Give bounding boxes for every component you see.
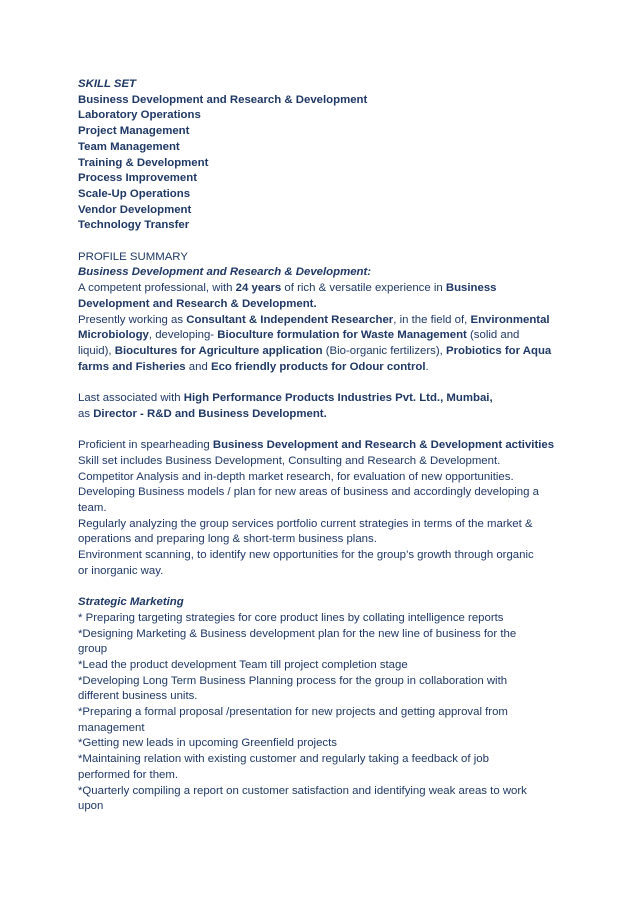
text: Last associated with — [78, 392, 184, 405]
text: Presently working as — [78, 313, 187, 326]
profile-line: or inorganic way. — [78, 564, 164, 577]
profile-subheading: Business Development and Research & Development: — [78, 266, 372, 279]
experience-years: 24 years — [235, 282, 282, 295]
text: as — [78, 407, 94, 420]
bold-text: Eco friendly products for Odour control — [210, 360, 426, 373]
bold-text: Environmental — [470, 313, 550, 326]
bold-text: Bioculture formulation for Waste Management — [217, 329, 467, 342]
strategic-line: performed for them. — [78, 768, 179, 781]
bold-text: Microbiology — [78, 329, 149, 342]
text: (Bio-organic fertilizers), — [322, 344, 446, 357]
strategic-line: *Lead the product development Team till project completion stage — [78, 658, 408, 671]
strategic-line: *Quarterly compiling a report on customer satisfaction and identifying weak areas to work — [78, 784, 527, 797]
profile-paragraph-4 — [78, 438, 578, 454]
text: and — [185, 360, 211, 373]
profile-line: Skill set includes Business Development, Consulting and Research & Development. — [78, 454, 501, 467]
text: , in the field of, — [393, 313, 471, 326]
profile-paragraph-2-cont — [78, 360, 578, 376]
strategic-line: group — [78, 643, 108, 656]
profile-paragraph-2-cont — [78, 344, 578, 360]
profile-line: Developing Business models / plan for new areas of business and accordingly developing a — [78, 486, 539, 499]
strategic-line: * Preparing targeting strategies for core product lines by collating intelligence reports — [78, 611, 504, 624]
skill-item: Laboratory Operations — [78, 109, 201, 122]
last-position: Director - R&D and Business Development. — [93, 407, 327, 420]
bold-text: Business — [445, 282, 497, 295]
text: Proficient in spearheading — [78, 439, 213, 452]
profile-line: Competitor Analysis and in-depth market research, for evaluation of new opportunities. — [78, 470, 514, 483]
current-role: Consultant & Independent Researcher — [186, 313, 394, 326]
text: . — [425, 360, 429, 373]
profile-paragraph-3-cont — [78, 407, 578, 423]
bold-text: Business Development and Research & Development activities — [212, 439, 555, 452]
profile-summary-heading: PROFILE SUMMARY — [78, 250, 188, 263]
profile-paragraph-2 — [78, 313, 578, 329]
skill-item: Business Development and Research & Development — [78, 93, 368, 106]
text: , developing- — [148, 329, 218, 342]
bold-text: Probiotics for Aqua — [445, 344, 552, 357]
resume-page — [78, 77, 578, 815]
skill-set-heading: SKILL SET — [78, 78, 137, 90]
skill-item: Technology Transfer — [78, 219, 190, 232]
strategic-line: *Developing Long Term Business Planning process for the group in collaboration with — [78, 674, 508, 687]
profile-line: Environment scanning, to identify new opportunities for the group’s growth through organic — [78, 549, 534, 562]
strategic-line: upon — [78, 800, 104, 813]
strategic-line: management — [78, 721, 145, 734]
strategic-marketing-heading: Strategic Marketing — [78, 596, 184, 609]
text: A competent professional, with — [78, 282, 236, 295]
skill-item: Vendor Development — [78, 203, 192, 216]
last-employer: High Performance Products Industries Pvt. Ltd., Mumbai, — [183, 392, 493, 405]
skill-item: Training & Development — [78, 156, 209, 169]
strategic-line: *Designing Marketing & Business development plan for the new line of business for the — [78, 627, 517, 640]
skill-item: Process Improvement — [78, 172, 198, 185]
profile-line: Regularly analyzing the group services portfolio current strategies in terms of the market & — [78, 517, 533, 530]
skill-item: Scale-Up Operations — [78, 187, 191, 200]
text: of rich & versatile experience in — [281, 282, 446, 295]
text: liquid), — [78, 344, 115, 357]
profile-paragraph-3 — [78, 391, 578, 407]
skill-item: Team Management — [78, 140, 180, 153]
profile-line: team. — [78, 501, 107, 514]
profile-paragraph-2-cont — [78, 328, 578, 344]
strategic-line: *Preparing a formal proposal /presentation for new projects and getting approval from — [78, 706, 508, 719]
profile-paragraph-1 — [78, 281, 578, 297]
strategic-line: *Getting new leads in upcoming Greenfield projects — [78, 737, 337, 750]
bold-text: farms and Fisheries — [78, 360, 186, 373]
text: (solid and — [466, 329, 520, 342]
bold-text: Biocultures for Agriculture application — [114, 344, 323, 357]
strategic-line: *Maintaining relation with existing customer and regularly taking a feedback of job — [78, 753, 489, 766]
profile-line: operations and preparing long & short-term business plans. — [78, 533, 377, 546]
profile-paragraph-1-cont: Development and Research & Development. — [78, 297, 317, 310]
strategic-line: different business units. — [78, 690, 198, 703]
skill-item: Project Management — [78, 125, 190, 138]
